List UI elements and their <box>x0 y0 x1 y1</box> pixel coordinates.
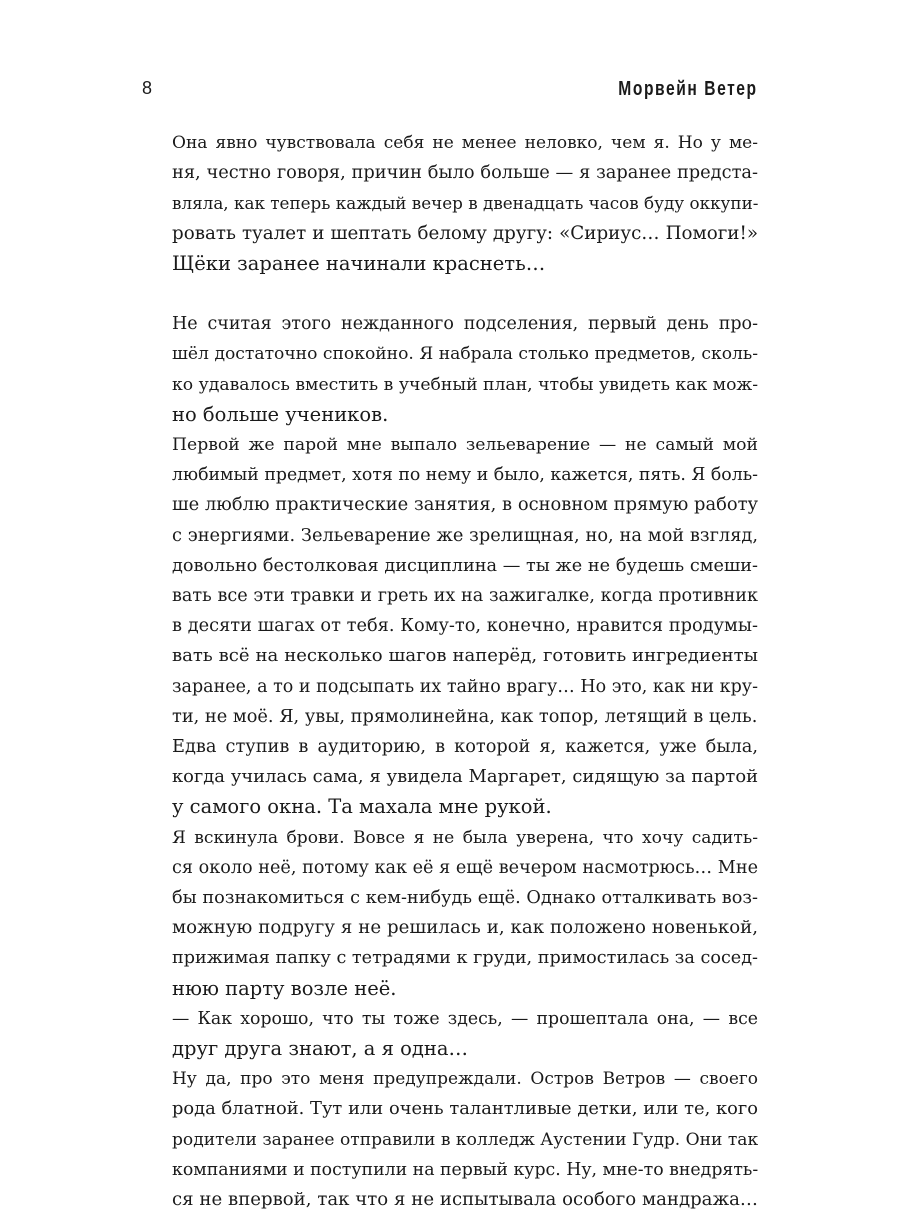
text-line: родители заранее отправили в колледж Аустении Гудр. Они так <box>172 1129 759 1150</box>
paragraph <box>142 823 758 1004</box>
text-line: Я вскинула брови. Вовсе я не была уверена, что хочу садить- <box>172 827 758 848</box>
paragraph <box>142 1064 758 1215</box>
text-line: ти, не моё. Я, увы, прямолинейна, как топор, летящий в цель. <box>172 706 758 727</box>
text-line: Она явно чувствовала себя не менее неловко, чем я. Но у ме- <box>172 133 758 153</box>
section-break <box>142 279 758 309</box>
text-line: Не считая этого нежданного подселения, первый день про- <box>172 314 758 335</box>
text-line: Ну да, про это меня предупреждали. Остров Ветров — своего <box>172 1069 758 1090</box>
text-line: можную подругу я не решилась и, как положено новенькой, <box>172 917 758 939</box>
text-line: шёл достаточно спокойно. Я набрала столько предметов, сколь- <box>172 344 758 365</box>
text-line: — Как хорошо, что ты тоже здесь, — прошептала она, — все <box>172 1008 758 1029</box>
paragraph <box>142 732 758 823</box>
text-line: бы познакомиться с кем-нибудь ещё. Однако отталкивать воз- <box>172 888 758 909</box>
page-number: 8 <box>142 78 154 98</box>
text-line: компаниями и поступили на первый курс. Ну, мне-то внедрять- <box>172 1159 759 1180</box>
book-title: Морвейн Ветер <box>618 78 758 100</box>
text-line: ся не впервой, так что я не испытывала особого мандража… <box>172 1189 758 1211</box>
text-line: ровать туалет и шептать белому другу: «Сириус… Помоги!» <box>172 222 758 244</box>
paragraph <box>142 1004 758 1064</box>
text-line: вать всё на несколько шагов наперёд, готовить ингредиенты <box>172 645 758 667</box>
text-line: ше люблю практические занятия, в основном прямую работу <box>172 494 758 516</box>
text-line: Щёки заранее начинали краснеть… <box>172 251 546 275</box>
text-line: с энергиями. Зельеварение же зрелищная, но, на мой взгляд, <box>172 524 758 546</box>
paragraph <box>142 309 758 430</box>
text-line: у самого окна. Та махала мне рукой. <box>172 795 552 819</box>
text-line: ко удавалось вместить в учебный план, чтобы увидеть как мож- <box>172 374 759 395</box>
running-head <box>142 78 758 108</box>
text-line: заранее, а то и подсыпать их тайно врагу… Но это, как ни кру- <box>172 676 758 697</box>
paragraph <box>142 128 758 279</box>
text-line: Едва ступив в аудиторию, в которой я, кажется, уже была, <box>172 737 758 758</box>
body-text <box>142 128 758 1215</box>
text-line: любимый предмет, хотя по нему и было, кажется, пять. Я боль- <box>172 465 758 486</box>
text-line: ня, честно говоря, причин было больше — я заранее предста- <box>172 162 758 184</box>
text-line: в десяти шагах от тебя. Кому-то, конечно, нравится продумы- <box>172 616 758 637</box>
text-line: друг друга знают, а я одна… <box>172 1037 468 1061</box>
text-line: рода блатной. Тут или очень талантливые детки, или те, кого <box>172 1098 758 1120</box>
paragraph <box>142 430 758 732</box>
text-line: нюю парту возле неё. <box>172 976 397 1000</box>
text-line: прижимая папку с тетрадями к груди, примостилась за сосед- <box>172 948 758 969</box>
text-line: когда училась сама, я увидела Маргарет, сидящую за партой <box>172 766 758 788</box>
text-line: Первой же парой мне выпало зельеварение — не самый мой <box>172 435 758 456</box>
text-line: ся около неё, потому как её я ещё вечером насмотрюсь… Мне <box>172 857 758 878</box>
text-line: вляла, как теперь каждый вечер в двенадцать часов буду оккупи- <box>172 193 759 214</box>
text-line: вать все эти травки и греть их на зажигалке, когда противник <box>172 586 758 607</box>
text-line: довольно бестолковая дисциплина — ты же не будешь смеши- <box>172 555 758 576</box>
text-line: но больше учеников. <box>172 402 389 426</box>
